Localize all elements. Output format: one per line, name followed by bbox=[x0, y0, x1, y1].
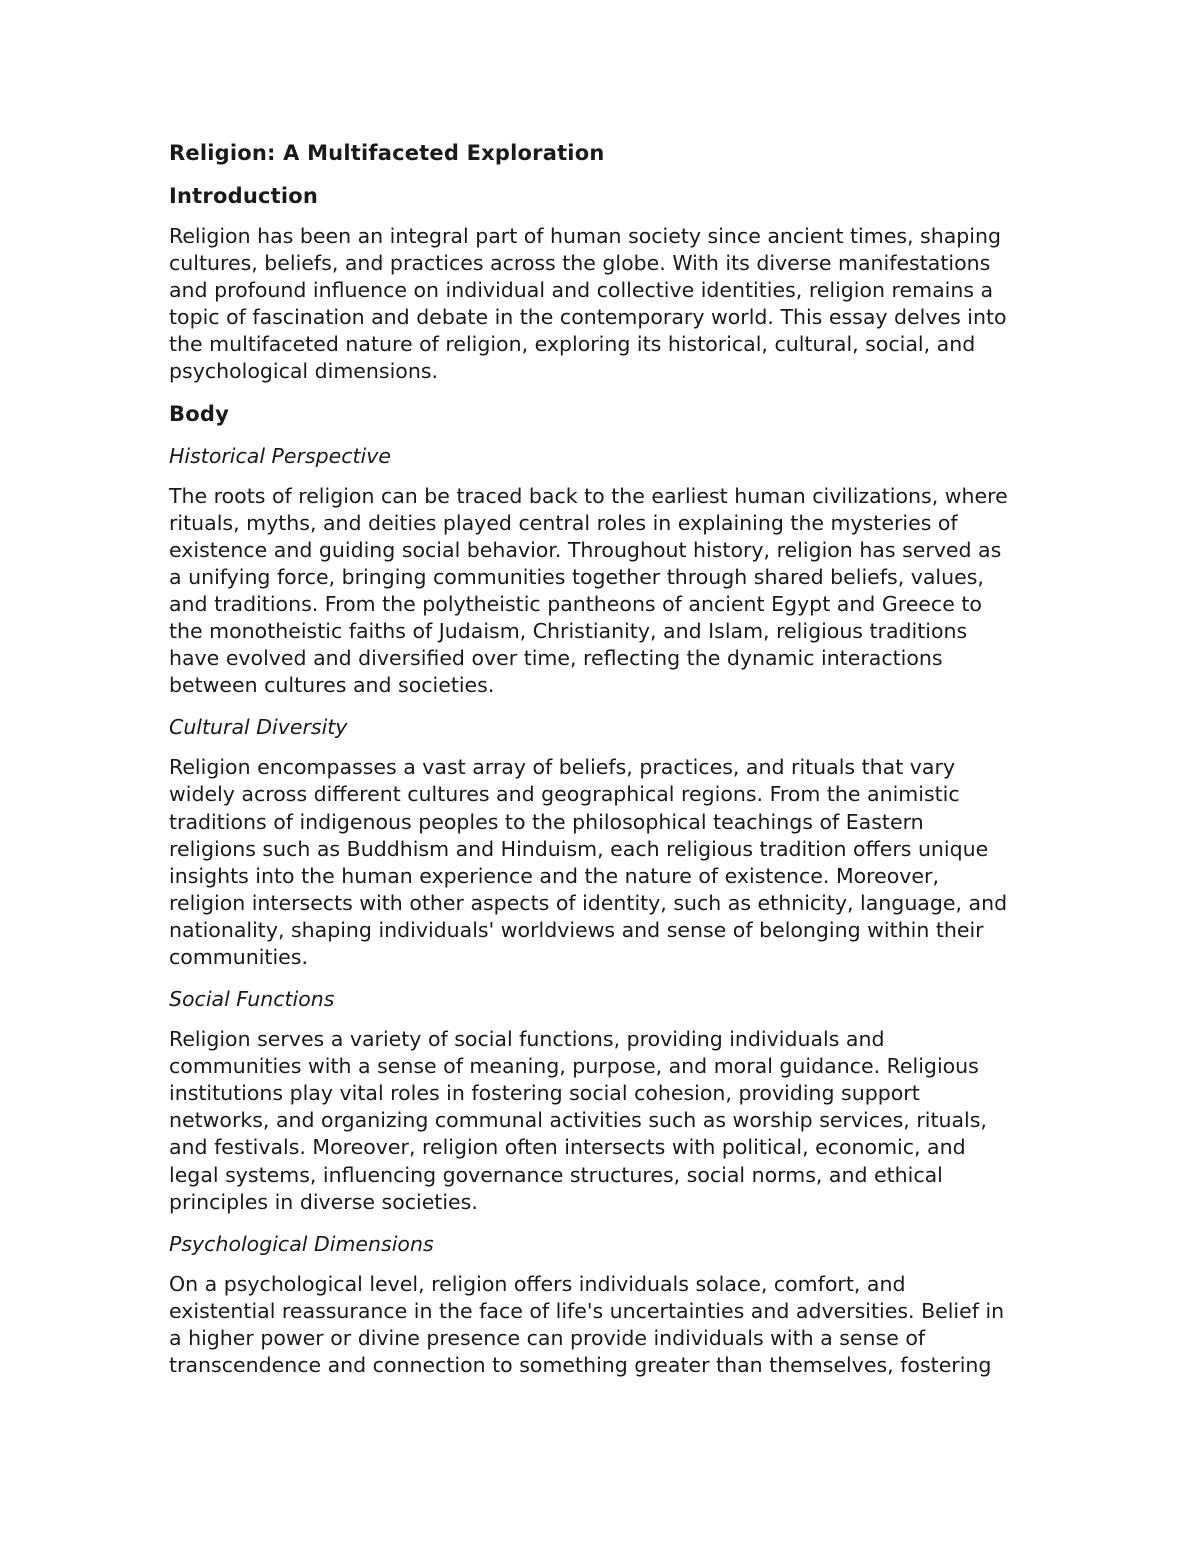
paragraph-line: principles in diverse societies. bbox=[169, 1189, 478, 1214]
cultural-diversity-paragraph bbox=[169, 754, 1069, 971]
paragraph-line: widely across different cultures and geographical regions. From the animistic bbox=[169, 782, 960, 807]
paragraph-line: the multifaceted nature of religion, exploring its historical, cultural, social, and bbox=[169, 332, 976, 357]
paragraph-line: cultures, beliefs, and practices across the globe. With its diverse manifestations bbox=[169, 251, 991, 276]
paragraph-line: insights into the human experience and the nature of existence. Moreover, bbox=[169, 863, 939, 888]
introduction-paragraph bbox=[169, 223, 1069, 386]
paragraph-line: nationality, shaping individuals' worldviews and sense of belonging within their bbox=[169, 917, 984, 942]
historical-perspective-heading: Historical Perspective bbox=[169, 443, 391, 468]
paragraph-line: and profound influence on individual and collective identities, religion remains a bbox=[169, 278, 994, 303]
psychological-dimensions-heading: Psychological Dimensions bbox=[169, 1231, 434, 1256]
paragraph-line: communities. bbox=[169, 944, 308, 969]
paragraph-line: topic of fascination and debate in the contemporary world. This essay delves into bbox=[169, 305, 1007, 330]
document-title: Religion: A Multifaceted Exploration bbox=[169, 141, 605, 165]
paragraph-line: the monotheistic faiths of Judaism, Christianity, and Islam, religious traditions bbox=[169, 619, 968, 644]
paragraph-line: existence and guiding social behavior. Throughout history, religion has served as bbox=[169, 537, 1002, 562]
paragraph-line: institutions play vital roles in fostering social cohesion, providing support bbox=[169, 1081, 920, 1106]
paragraph-line: between cultures and societies. bbox=[169, 673, 495, 698]
paragraph-line: a higher power or divine presence can provide individuals with a sense of bbox=[169, 1325, 926, 1350]
paragraph-line: On a psychological level, religion offers individuals solace, comfort, and bbox=[169, 1271, 906, 1296]
paragraph-line: rituals, myths, and deities played central roles in explaining the mysteries of bbox=[169, 510, 958, 535]
paragraph-line: traditions of indigenous peoples to the philosophical teachings of Eastern bbox=[169, 809, 924, 834]
paragraph-line: and traditions. From the polytheistic pantheons of ancient Egypt and Greece to bbox=[169, 591, 982, 616]
historical-perspective-paragraph bbox=[169, 483, 1069, 700]
paragraph-line: a unifying force, bringing communities together through shared beliefs, values, bbox=[169, 564, 984, 589]
introduction-heading: Introduction bbox=[169, 184, 319, 208]
paragraph-line: religion intersects with other aspects of identity, such as ethnicity, language, and bbox=[169, 890, 1008, 915]
social-functions-paragraph bbox=[169, 1026, 1069, 1216]
paragraph-line: religions such as Buddhism and Hinduism, each religious tradition offers unique bbox=[169, 836, 989, 861]
paragraph-line: psychological dimensions. bbox=[169, 359, 439, 384]
body-heading: Body bbox=[169, 401, 229, 426]
paragraph-line: have evolved and diversified over time, reflecting the dynamic interactions bbox=[169, 646, 943, 671]
psychological-dimensions-paragraph bbox=[169, 1271, 1069, 1379]
social-functions-heading: Social Functions bbox=[169, 987, 335, 1012]
paragraph-line: networks, and organizing communal activities such as worship services, rituals, bbox=[169, 1108, 987, 1133]
cultural-diversity-heading: Cultural Diversity bbox=[169, 715, 348, 740]
paragraph-line: Religion serves a variety of social functions, providing individuals and bbox=[169, 1027, 885, 1052]
paragraph-line: existential reassurance in the face of life's uncertainties and adversities. Belief in bbox=[169, 1298, 1005, 1323]
document-content bbox=[169, 138, 1069, 1392]
paragraph-line: Religion has been an integral part of human society since ancient times, shaping bbox=[169, 224, 1001, 248]
paragraph-line: and festivals. Moreover, religion often intersects with political, economic, and bbox=[169, 1135, 966, 1160]
paragraph-line: legal systems, influencing governance structures, social norms, and ethical bbox=[169, 1162, 943, 1187]
paragraph-line: The roots of religion can be traced back to the earliest human civilizations, where bbox=[169, 483, 1008, 508]
paragraph-line: Religion encompasses a vast array of beliefs, practices, and rituals that vary bbox=[169, 755, 956, 780]
paragraph-line: communities with a sense of meaning, purpose, and moral guidance. Religious bbox=[169, 1054, 979, 1079]
paragraph-line: transcendence and connection to something greater than themselves, fostering bbox=[169, 1353, 992, 1377]
